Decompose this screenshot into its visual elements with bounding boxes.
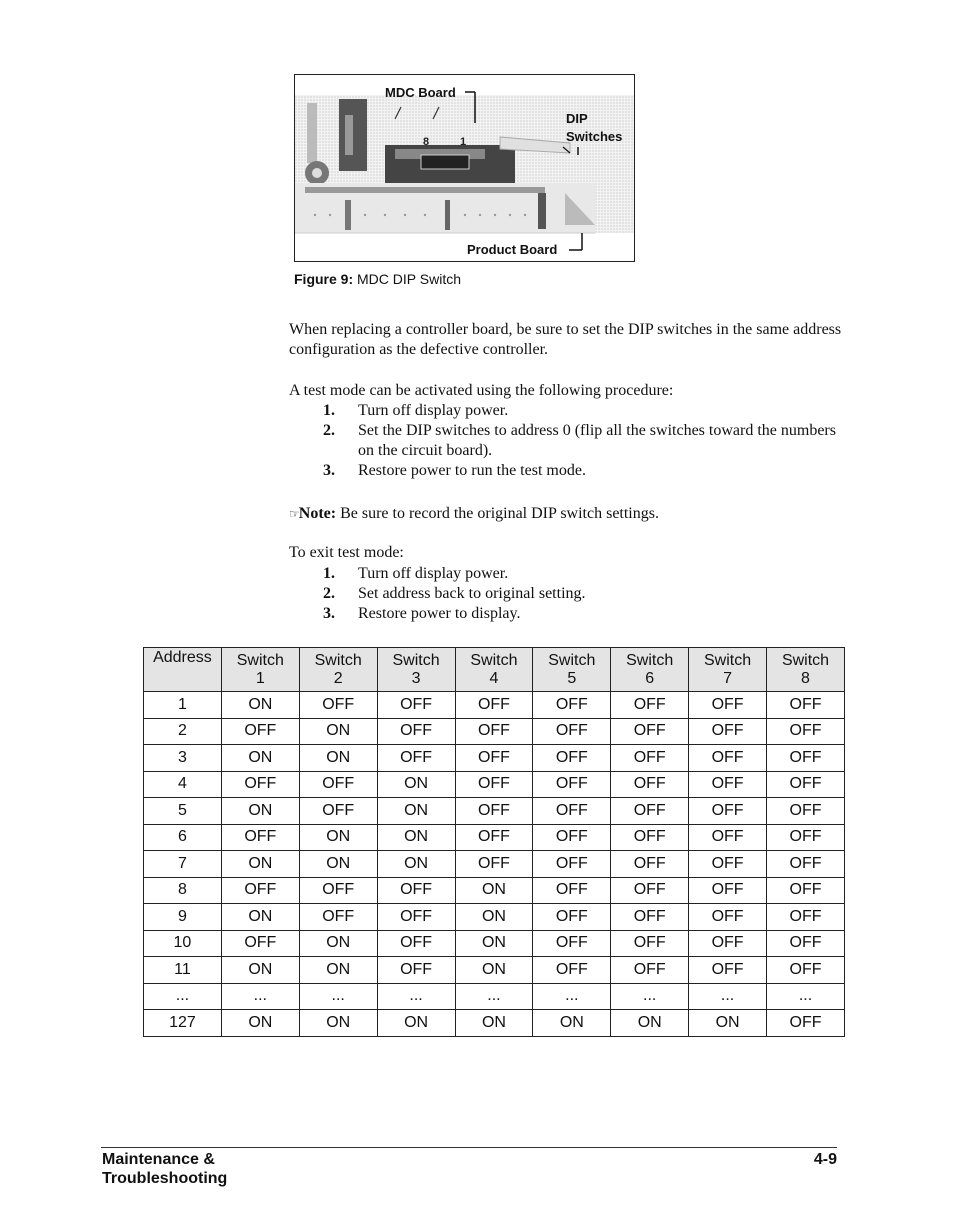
test-mode-steps	[323, 401, 843, 481]
header-line: Switch	[470, 651, 518, 669]
table-row	[144, 904, 845, 931]
switch-state-cell: OFF	[533, 718, 611, 745]
product-board-label: Product Board	[467, 242, 558, 257]
switch-state-cell: ON	[299, 957, 377, 984]
switch-state-cell: ON	[455, 877, 533, 904]
table-row	[144, 718, 845, 745]
address-cell: 7	[144, 851, 222, 878]
switch-state-cell: OFF	[611, 798, 689, 825]
switch-state-cell: OFF	[689, 771, 767, 798]
switch-state-cell: OFF	[767, 904, 845, 931]
table-row	[144, 957, 845, 984]
switch-state-cell: OFF	[455, 771, 533, 798]
address-cell: 8	[144, 877, 222, 904]
header-line: 2	[333, 669, 343, 687]
switch-state-cell: ON	[299, 930, 377, 957]
switch-state-cell: ON	[299, 745, 377, 772]
switch-state-cell: OFF	[533, 745, 611, 772]
switch-state-cell: ON	[377, 1010, 455, 1037]
table-row	[144, 692, 845, 719]
switch-state-cell: OFF	[767, 745, 845, 772]
list-item	[323, 461, 843, 481]
switches-label: Switches	[566, 129, 623, 144]
switch-state-cell: ...	[767, 983, 845, 1010]
switch-state-cell: OFF	[533, 692, 611, 719]
header-line: Switch	[392, 651, 440, 669]
address-cell: 4	[144, 771, 222, 798]
header-line: Switch	[781, 651, 830, 669]
column-header-switch	[689, 648, 767, 692]
switch-state-cell: OFF	[533, 930, 611, 957]
switch-state-cell: OFF	[533, 877, 611, 904]
column-header-switch	[533, 648, 611, 692]
switch-state-cell: ON	[377, 771, 455, 798]
switch-state-cell: OFF	[767, 692, 845, 719]
list-item	[323, 564, 843, 584]
header-line: Switch	[548, 651, 596, 669]
switch-state-cell: ...	[455, 983, 533, 1010]
switch-state-cell: ON	[455, 904, 533, 931]
header-line: 6	[645, 669, 655, 687]
step-text: Turn off display power.	[358, 565, 509, 582]
switch-state-cell: OFF	[299, 904, 377, 931]
switch-state-cell: OFF	[611, 745, 689, 772]
switch-state-cell: OFF	[533, 798, 611, 825]
switch-state-cell: OFF	[767, 718, 845, 745]
switch-state-cell: OFF	[767, 957, 845, 984]
switch-state-cell: OFF	[377, 904, 455, 931]
address-cell: 11	[144, 957, 222, 984]
switch-state-cell: OFF	[221, 877, 299, 904]
list-item	[323, 604, 843, 624]
header-line: Address	[153, 649, 212, 666]
header-line: 5	[567, 669, 577, 687]
exit-test-mode-steps	[323, 564, 843, 624]
switch-state-cell: OFF	[533, 957, 611, 984]
mdc-board-label: MDC Board	[385, 85, 456, 100]
table-row	[144, 983, 845, 1010]
switch-state-cell: ON	[221, 851, 299, 878]
switch-state-cell: ON	[689, 1010, 767, 1037]
address-cell: 5	[144, 798, 222, 825]
address-cell: 1	[144, 692, 222, 719]
switch-state-cell: ON	[221, 798, 299, 825]
switch-state-cell: OFF	[299, 798, 377, 825]
step-number: 1.	[323, 565, 335, 582]
switch-state-cell: OFF	[299, 877, 377, 904]
switch-state-cell: OFF	[221, 930, 299, 957]
page-number: 4-9	[813, 1151, 837, 1168]
switch-state-cell: OFF	[377, 930, 455, 957]
switch-state-cell: OFF	[689, 692, 767, 719]
switch-state-cell: OFF	[689, 957, 767, 984]
switch-state-cell: ON	[455, 1010, 533, 1037]
note-text: Be sure to record the original DIP switch settings.	[340, 505, 659, 522]
table-row	[144, 851, 845, 878]
footer-section-title	[102, 1150, 302, 1188]
switch-number-8: 8	[423, 136, 430, 148]
header-line: Switch	[236, 651, 284, 669]
switch-state-cell: OFF	[221, 771, 299, 798]
figure-caption	[294, 271, 461, 287]
test-mode-intro: A test mode can be activated using the following procedure:	[289, 382, 674, 399]
switch-state-cell: ON	[221, 957, 299, 984]
step-text: Set the DIP switches to address 0 (flip all the switches toward the numbers on the circuit board).	[358, 422, 836, 459]
switch-state-cell: OFF	[611, 957, 689, 984]
step-number: 2.	[323, 585, 335, 602]
table-row	[144, 877, 845, 904]
table-body	[144, 692, 845, 1037]
switch-state-cell: ON	[377, 851, 455, 878]
address-cell: ...	[144, 983, 222, 1010]
column-header-switch	[377, 648, 455, 692]
list-item	[323, 421, 843, 461]
switch-state-cell: OFF	[455, 745, 533, 772]
switch-state-cell: OFF	[767, 798, 845, 825]
header-line: Switch	[626, 651, 674, 669]
pointing-hand-icon: ☞	[289, 507, 299, 521]
switch-state-cell: OFF	[455, 692, 533, 719]
switch-state-cell: ON	[221, 745, 299, 772]
switch-state-cell: OFF	[689, 877, 767, 904]
switch-state-cell: OFF	[611, 771, 689, 798]
switch-state-cell: OFF	[455, 824, 533, 851]
switch-state-cell: OFF	[611, 877, 689, 904]
step-number: 1.	[323, 402, 335, 419]
step-text: Set address back to original setting.	[358, 585, 586, 602]
switch-state-cell: ON	[455, 930, 533, 957]
switch-state-cell: ON	[221, 1010, 299, 1037]
switch-state-cell: OFF	[533, 904, 611, 931]
switch-number-1: 1	[460, 136, 467, 148]
step-text: Restore power to display.	[358, 605, 521, 622]
column-header-address	[144, 648, 222, 692]
switch-state-cell: OFF	[689, 930, 767, 957]
switch-state-cell: OFF	[689, 745, 767, 772]
table-row	[144, 930, 845, 957]
switch-state-cell: OFF	[767, 824, 845, 851]
table-row	[144, 824, 845, 851]
column-header-switch	[611, 648, 689, 692]
switch-state-cell: ON	[221, 904, 299, 931]
switch-state-cell: ON	[611, 1010, 689, 1037]
column-header-switch	[455, 648, 533, 692]
switch-state-cell: ON	[221, 692, 299, 719]
step-text: Restore power to run the test mode.	[358, 462, 586, 479]
switch-state-cell: OFF	[299, 771, 377, 798]
switch-state-cell: ...	[533, 983, 611, 1010]
switch-state-cell: OFF	[611, 851, 689, 878]
switch-state-cell: OFF	[689, 851, 767, 878]
header-line: 1	[255, 669, 265, 687]
address-cell: 127	[144, 1010, 222, 1037]
switch-state-cell: OFF	[533, 771, 611, 798]
switch-state-cell: OFF	[377, 718, 455, 745]
step-number: 3.	[323, 462, 335, 479]
switch-state-cell: ...	[377, 983, 455, 1010]
step-number: 3.	[323, 605, 335, 622]
switch-state-cell: OFF	[377, 745, 455, 772]
switch-state-cell: OFF	[767, 1010, 845, 1037]
table-row	[144, 798, 845, 825]
board-photo-illustration	[295, 75, 635, 262]
switch-state-cell: ...	[221, 983, 299, 1010]
switch-state-cell: OFF	[455, 798, 533, 825]
switch-state-cell: OFF	[377, 692, 455, 719]
table-row	[144, 745, 845, 772]
switch-state-cell: OFF	[767, 851, 845, 878]
address-cell: 2	[144, 718, 222, 745]
switch-state-cell: OFF	[377, 957, 455, 984]
dip-switch-address-table	[143, 647, 845, 1037]
footer-divider	[101, 1147, 837, 1148]
header-line: 7	[723, 669, 733, 687]
address-cell: 10	[144, 930, 222, 957]
switch-state-cell: OFF	[455, 851, 533, 878]
figure-mdc-dip-switch	[294, 74, 635, 262]
switch-state-cell: OFF	[767, 930, 845, 957]
footer-section-line2: Troubleshooting	[102, 1170, 228, 1187]
note-label: Note:	[298, 505, 337, 522]
switch-state-cell: ON	[299, 824, 377, 851]
switch-state-cell: ...	[689, 983, 767, 1010]
footer-section-line1: Maintenance &	[102, 1151, 215, 1168]
note-paragraph	[289, 504, 849, 524]
switch-state-cell: OFF	[611, 692, 689, 719]
switch-state-cell: OFF	[611, 930, 689, 957]
switch-state-cell: OFF	[689, 824, 767, 851]
switch-state-cell: OFF	[767, 771, 845, 798]
column-header-switch	[767, 648, 845, 692]
header-line: Switch	[704, 651, 752, 669]
replace-board-paragraph: When replacing a controller board, be sure to set the DIP switches in the same address configuration as the defective controller.	[289, 321, 842, 358]
switch-state-cell: ON	[299, 851, 377, 878]
table-row	[144, 771, 845, 798]
figure-caption-label: Figure 9:	[294, 271, 354, 287]
step-number: 2.	[323, 422, 335, 439]
switch-state-cell: OFF	[689, 718, 767, 745]
address-cell: 6	[144, 824, 222, 851]
switch-state-cell: ...	[299, 983, 377, 1010]
switch-state-cell: OFF	[689, 904, 767, 931]
address-cell: 9	[144, 904, 222, 931]
switch-state-cell: OFF	[221, 824, 299, 851]
exit-test-mode-intro: To exit test mode:	[289, 544, 404, 561]
switch-state-cell: OFF	[221, 718, 299, 745]
figure-caption-text: MDC DIP Switch	[357, 271, 461, 287]
switch-state-cell: ON	[377, 824, 455, 851]
table-row	[144, 1010, 845, 1037]
switch-state-cell: OFF	[611, 904, 689, 931]
switch-state-cell: OFF	[611, 824, 689, 851]
switch-state-cell: OFF	[611, 718, 689, 745]
switch-state-cell: OFF	[533, 851, 611, 878]
switch-state-cell: ON	[533, 1010, 611, 1037]
address-cell: 3	[144, 745, 222, 772]
header-line: 8	[801, 669, 810, 687]
column-header-switch	[221, 648, 299, 692]
table-header-row	[144, 648, 845, 692]
column-header-switch	[299, 648, 377, 692]
switch-state-cell: OFF	[533, 824, 611, 851]
switch-state-cell: ON	[299, 718, 377, 745]
switch-state-cell: OFF	[767, 877, 845, 904]
switch-state-cell: ON	[377, 798, 455, 825]
switch-state-cell: OFF	[377, 877, 455, 904]
step-text: Turn off display power.	[358, 402, 509, 419]
list-item	[323, 401, 843, 421]
switch-state-cell: ...	[611, 983, 689, 1010]
header-line: 4	[489, 669, 499, 687]
switch-state-cell: OFF	[689, 798, 767, 825]
dip-label: DIP	[566, 111, 588, 126]
list-item	[323, 584, 843, 604]
switch-state-cell: ON	[455, 957, 533, 984]
header-line: Switch	[314, 651, 362, 669]
header-line: 3	[411, 669, 421, 687]
switch-state-cell: ON	[299, 1010, 377, 1037]
switch-state-cell: OFF	[455, 718, 533, 745]
switch-state-cell: OFF	[299, 692, 377, 719]
